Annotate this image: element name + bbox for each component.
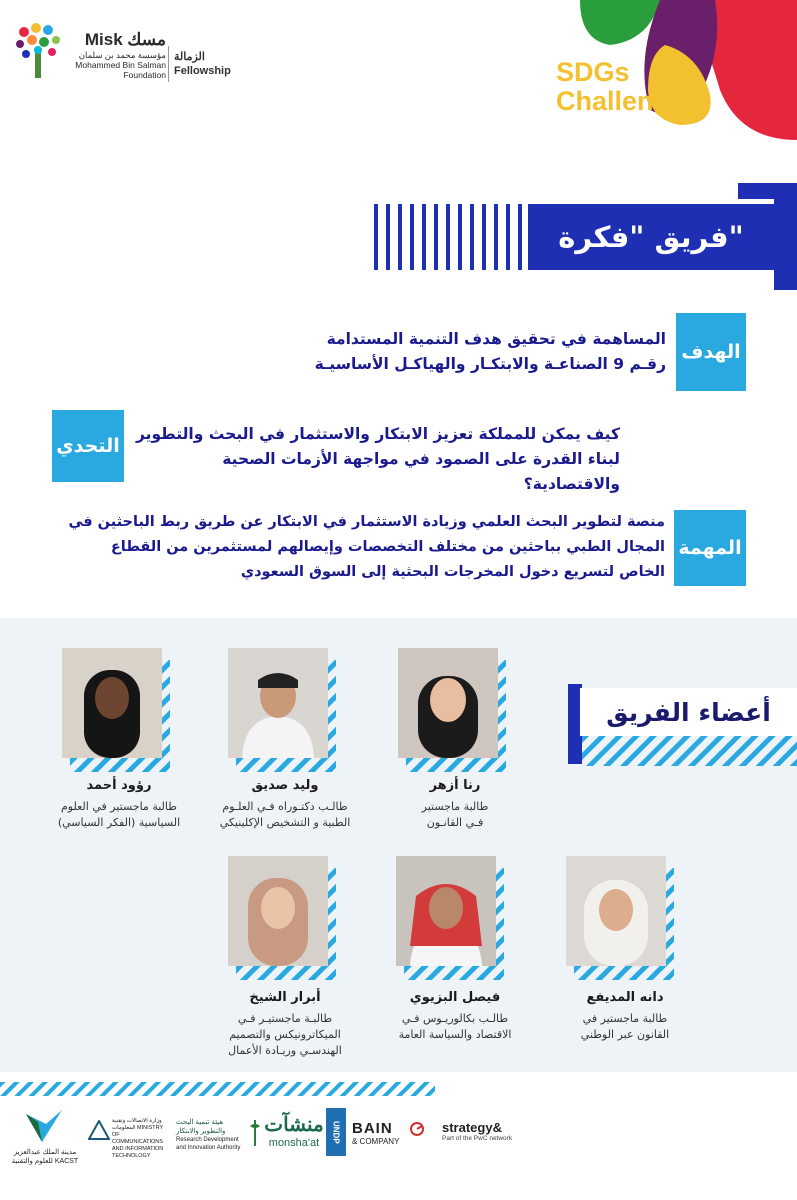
member-name-dana: دانه المديفع <box>586 990 664 1005</box>
member-desc-abrar-1: طالبـة ماجستيـر فـي <box>237 1012 333 1025</box>
member-desc-rana-2: فـي القانـون <box>426 816 484 829</box>
mission-tag <box>674 510 746 586</box>
monshaat-ar: منشآت <box>264 1114 324 1136</box>
mcit-label: وزارة الاتصالات وتقنية المعلومات MINISTRY OF COMMUNICATIONS AND INFORMATION TECHNOLOGY <box>112 1118 164 1159</box>
member-desc-rowood <box>34 799 204 831</box>
team-title: فريق "فكرة" <box>558 220 744 254</box>
sdgs-line1: SDGs <box>556 57 630 87</box>
mission-text <box>60 510 665 585</box>
footer-stripes <box>0 1082 435 1096</box>
member-desc-faisal-1: طالـب بكالوريـوس فـي <box>401 1012 509 1025</box>
misk-sub-ar: مؤسسة محمد بن سلمان <box>78 50 166 60</box>
member-desc-rowood-1: طالبة ماجستير في العلوم <box>60 800 177 813</box>
member-photo-waleed <box>228 648 336 772</box>
bain-icon <box>410 1122 424 1136</box>
challenge-tag-label: التحدي <box>56 435 120 457</box>
goal-tag <box>676 313 746 391</box>
kacst-logo <box>10 1108 80 1168</box>
member-photo-rowood <box>62 648 170 772</box>
mission-line2: المجال الطبي بباحثين من مختلف التخصصات وإيصالهم لمستثمرين من القطاع <box>110 539 665 555</box>
member-name-abrar: أبرار الشيخ <box>249 990 321 1005</box>
member-desc-rana <box>370 799 540 831</box>
bain-logo <box>352 1120 432 1152</box>
member-desc-abrar <box>200 1011 370 1059</box>
misk-name: Misk مسك <box>84 30 166 49</box>
goal-text <box>290 327 666 377</box>
mission-line3: الخاص لتسريع دخول المخرجات البحثية إلى السوق السعودي <box>240 564 665 580</box>
title-accent-side <box>774 183 797 290</box>
member-desc-waleed-2: الطبية و التشخيص الإكلينيكي <box>219 816 351 829</box>
strategy-logo <box>442 1120 552 1152</box>
monshaat-logo <box>264 1112 324 1160</box>
members-title-stripes <box>582 736 797 766</box>
rdia-label-4: and Innovation Authority <box>176 1145 241 1151</box>
misk-sub-en2: Foundation <box>123 70 166 80</box>
member-desc-dana-1: طالبة ماجستير في <box>582 1012 668 1025</box>
goal-line1: المساهمة في تحقيق هدف التنمية المستدامة <box>326 330 666 348</box>
challenge-tag <box>52 410 124 482</box>
rdia-label-3: Research Development <box>176 1137 239 1143</box>
goal-tag-label: الهدف <box>681 341 741 363</box>
saudi-emblem-icon <box>248 1118 262 1158</box>
misk-sub-en1: Mohammed Bin Salman <box>75 60 166 70</box>
mission-line1: منصة لتطوير البحث العلمي وزيادة الاستثمار في الابتكار عن طريق ربط الباحثين في <box>68 514 665 530</box>
members-title-block <box>580 688 797 736</box>
member-desc-waleed-1: طالـب دكتـوراه فـي العلـوم <box>222 800 348 813</box>
rdia-label-2: والتطوير والابتكار <box>176 1128 226 1135</box>
mcit-logo <box>88 1118 168 1158</box>
member-photo-abrar <box>228 856 336 980</box>
mission-tag-label: المهمة <box>678 537 742 559</box>
misk-wordmark <box>66 30 166 80</box>
member-desc-faisal <box>370 1011 540 1043</box>
strategy-sub: Part of the PwC network <box>442 1135 513 1142</box>
goal-line2: رقـم 9 الصناعـة والابتكـار والهياكـل الأساسيـة <box>314 355 666 373</box>
monshaat-en: monsha'at <box>268 1137 320 1149</box>
member-desc-abrar-2: الميكاترونيكس والتصميم <box>229 1028 341 1041</box>
member-desc-dana <box>540 1011 710 1043</box>
misk-tree-logo <box>14 22 62 80</box>
challenge-line1: كيف يمكن للمملكة تعزيز الابتكار والاستثمار في البحث والتطوير <box>135 425 620 443</box>
member-desc-faisal-2: الاقتصاد والسياسة العامة <box>398 1028 512 1041</box>
undp-logo <box>326 1108 346 1156</box>
member-desc-rowood-2: السياسية (الفكر السياسي) <box>57 816 181 829</box>
team-title-block <box>528 204 774 270</box>
title-stripes <box>372 204 532 270</box>
member-desc-dana-2: القانون عبر الوطني <box>580 1028 670 1041</box>
member-photo-faisal <box>396 856 504 980</box>
member-name-faisal: فيصل البزيوي <box>409 990 501 1005</box>
member-name-waleed: وليد صديق <box>251 778 319 793</box>
member-desc-waleed <box>200 799 370 831</box>
fellowship-label <box>174 50 254 78</box>
header-divider <box>168 46 169 82</box>
kacst-label: مدينة الملك عبدالعزيز للعلوم والتقنية KACST <box>11 1149 79 1165</box>
challenge-text <box>130 422 620 497</box>
member-name-rana: رنا أزهر <box>429 778 481 793</box>
member-name-rowood: رؤود أحمد <box>86 778 152 793</box>
member-desc-rana-1: طالبة ماجستير <box>421 800 489 813</box>
fellowship-ar: الزمالة <box>174 51 205 63</box>
mcit-icon <box>88 1120 110 1142</box>
members-title: أعضاء الفريق <box>606 697 771 727</box>
fellowship-en: Fellowship <box>174 65 231 77</box>
challenge-line2: لبناء القدرة على الصمود في مواجهة الأزمات الصحية والاقتصادية؟ <box>222 450 620 493</box>
kacst-icon <box>24 1108 64 1144</box>
rdia-logo <box>176 1118 248 1162</box>
member-photo-dana <box>566 856 674 980</box>
bain-label: BAIN <box>352 1120 393 1137</box>
bain-sub: & COMPANY <box>352 1137 400 1146</box>
sdgs-title <box>556 58 726 116</box>
member-desc-abrar-3: الهندسـي وريـادة الأعمال <box>228 1044 342 1057</box>
undp-label: UNDP <box>331 1120 341 1144</box>
rdia-label-1: هيئة تنمية البحث <box>176 1119 224 1126</box>
member-photo-rana <box>398 648 506 772</box>
sdgs-line2: Challenges <box>556 86 701 116</box>
strategy-label: strategy& <box>442 1120 502 1135</box>
